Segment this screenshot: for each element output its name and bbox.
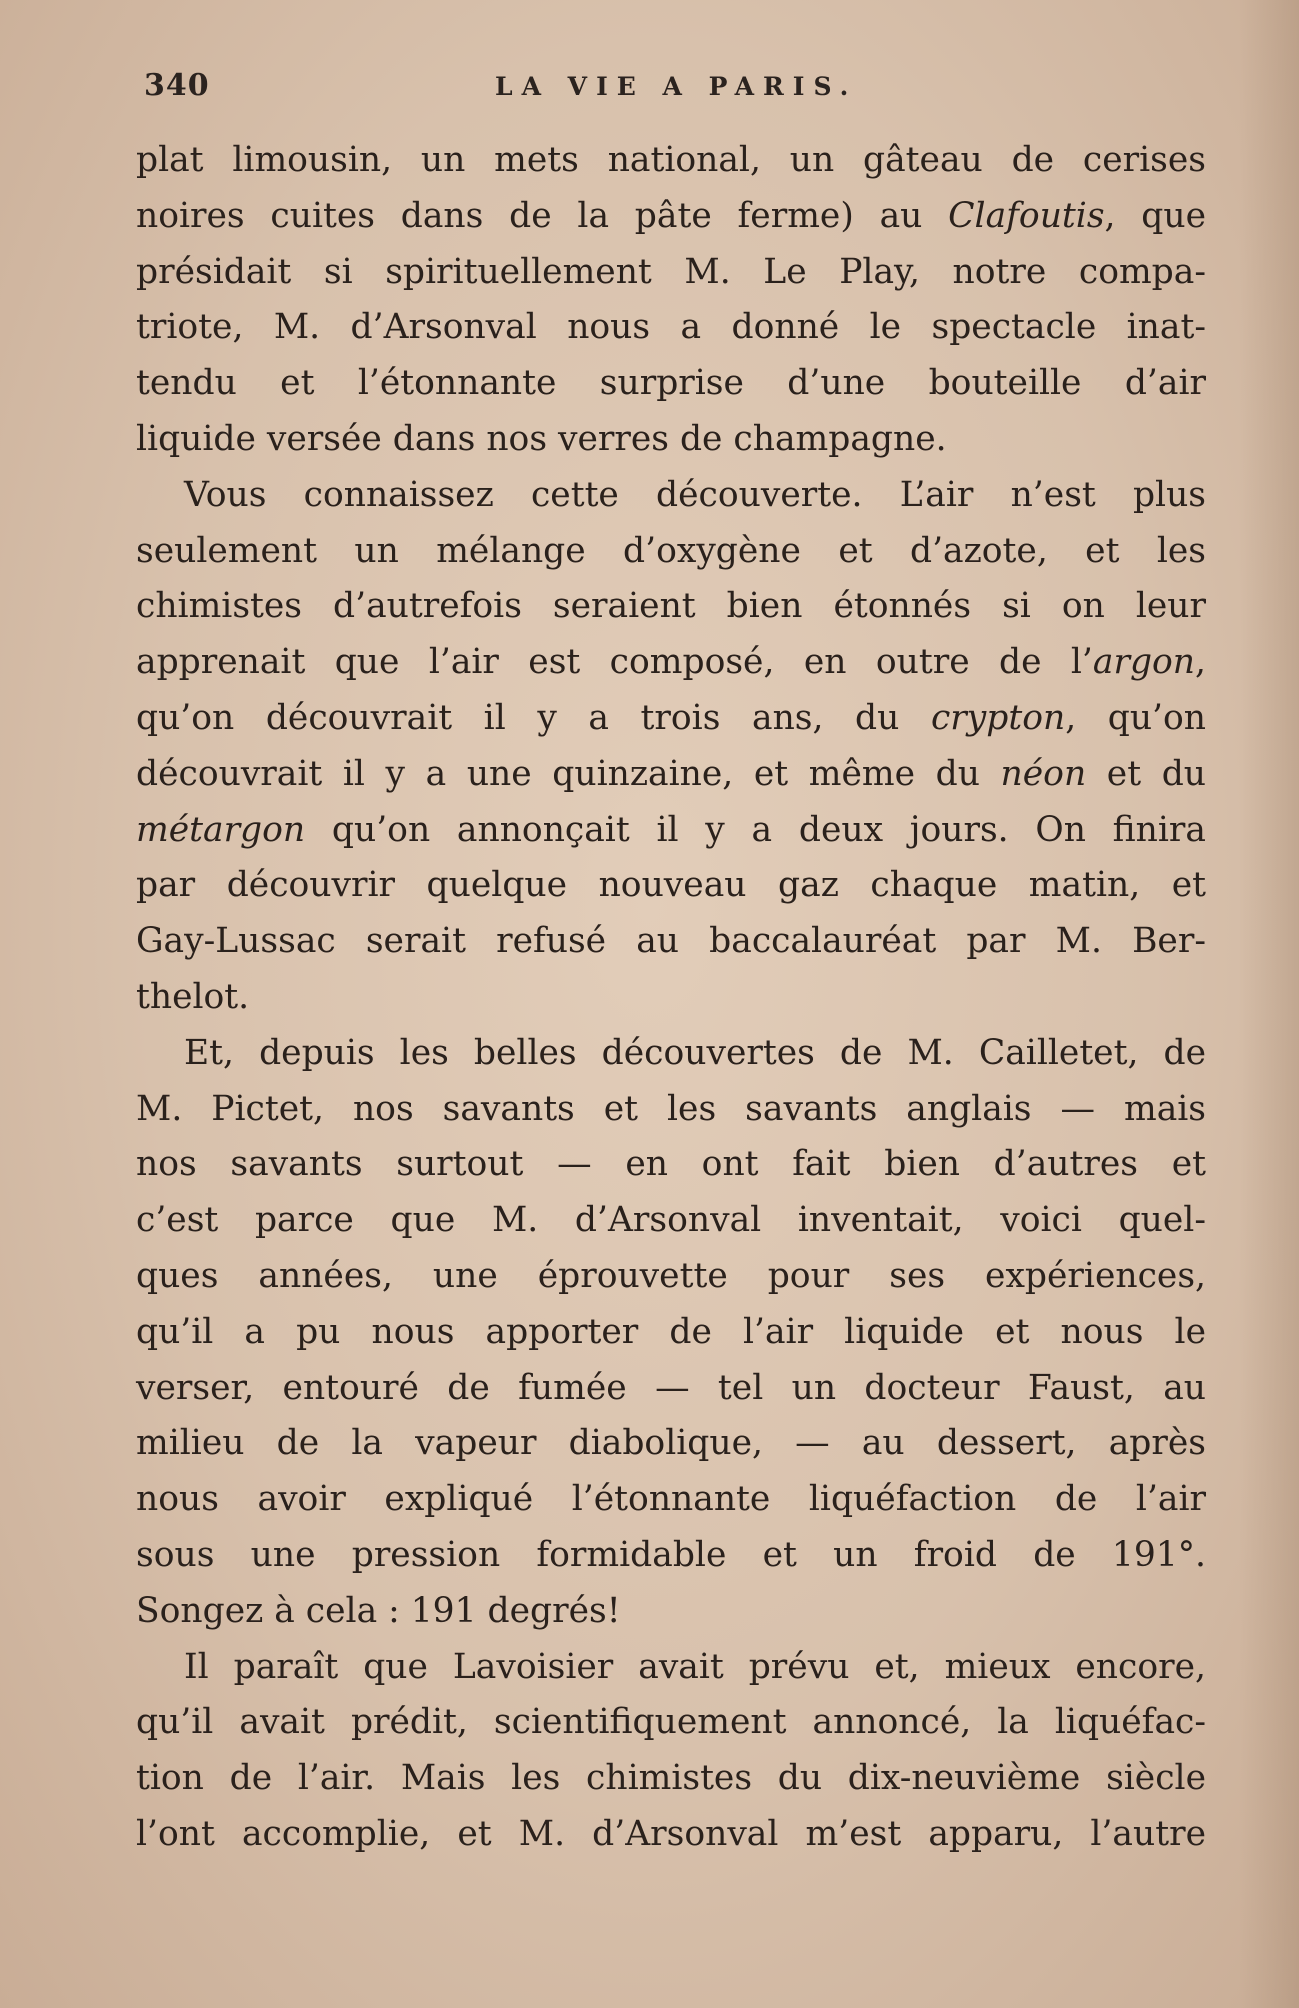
text-segment: nos savants surtout — en ont fait bien d’autres et (136, 1144, 1206, 1185)
text-line (136, 1584, 1206, 1640)
text-line (136, 691, 1206, 747)
text-line (136, 970, 1206, 1026)
text-segment: sous une pression formidable et un froid de 191°. (136, 1534, 1206, 1575)
text-line (136, 1807, 1206, 1863)
text-line (136, 468, 1206, 524)
text-segment: M. Pictet, nos savants et les savants anglais — mais (136, 1088, 1206, 1129)
text-segment: nous avoir expliqué l’étonnante liquéfaction de l’air (136, 1479, 1206, 1520)
text-line (136, 1249, 1206, 1305)
text-segment: l’ont accomplie, et M. d’Arsonval m’est apparu, l’autre (136, 1813, 1206, 1854)
italic-term: néon (1000, 753, 1087, 794)
text-segment: , (1195, 642, 1206, 683)
text-segment: qu’il avait prédit, scientifiquement annoncé, la liquéfac- (136, 1702, 1206, 1743)
text-line (136, 133, 1206, 189)
italic-term: crypton (930, 697, 1066, 738)
text-segment: découvrait il y a une quinzaine, et même du (136, 753, 1001, 794)
text-line (136, 1305, 1206, 1361)
text-line (136, 635, 1206, 691)
text-line (136, 1193, 1206, 1249)
text-segment: tion de l’air. Mais les chimistes du dix-neuvième siècle (136, 1758, 1206, 1799)
running-head: LA VIE A PARIS. (495, 72, 858, 101)
text-segment: , qu’on (1065, 697, 1206, 738)
text-line (136, 1528, 1206, 1584)
text-line (136, 356, 1206, 412)
text-segment: présidait si spirituellement M. Le Play, notre compa- (136, 251, 1206, 292)
text-line (136, 914, 1206, 970)
text-line (136, 579, 1206, 635)
text-line (136, 1026, 1206, 1082)
text-segment: , que (1104, 195, 1207, 236)
text-line (136, 300, 1206, 356)
text-segment: chimistes d’autrefois seraient bien étonnés si on leur (136, 586, 1206, 627)
page-number: 340 (144, 68, 210, 103)
text-segment: tendu et l’étonnante surprise d’une bouteille d’air (136, 363, 1206, 404)
text-line (136, 524, 1206, 580)
text-segment: plat limousin, un mets national, un gâteau de cerises (136, 140, 1206, 180)
text-segment: ques années, une éprouvette pour ses expériences, (136, 1255, 1206, 1296)
text-segment: noires cuites dans de la pâte ferme) au (136, 195, 949, 236)
text-line (136, 803, 1206, 859)
text-line (136, 245, 1206, 301)
text-line (136, 1472, 1206, 1528)
italic-term: argon (1092, 642, 1196, 683)
text-line (136, 189, 1206, 245)
text-segment: triote, M. d’Arsonval nous a donné le spectacle inat- (136, 307, 1206, 348)
text-line (136, 1137, 1206, 1193)
page-header (140, 68, 1200, 118)
text-segment: Gay-Lussac serait refusé au baccalauréat par M. Ber- (136, 921, 1206, 962)
text-line (136, 1416, 1206, 1472)
text-segment: Il paraît que Lavoisier avait prévu et, mieux encore, (184, 1646, 1206, 1687)
text-segment: apprenait que l’air est composé, en outre de l’ (136, 642, 1093, 683)
text-segment: qu’on annonçait il y a deux jours. On finira (305, 809, 1206, 850)
text-segment: Vous connaissez cette découverte. L’air n’est plus (184, 474, 1206, 515)
text-line (136, 858, 1206, 914)
text-line (136, 1361, 1206, 1417)
text-segment: qu’on découvrait il y a trois ans, du (136, 697, 931, 738)
text-line (136, 1640, 1206, 1696)
text-segment: qu’il a pu nous apporter de l’air liquide et nous le (136, 1311, 1206, 1352)
text-line (136, 1082, 1206, 1138)
text-segment: seulement un mélange d’oxygène et d’azote, et les (136, 530, 1206, 571)
text-segment: verser, entouré de fumée — tel un docteur Faust, au (136, 1367, 1206, 1408)
text-segment: thelot. (136, 976, 250, 1017)
text-segment: c’est parce que M. d’Arsonval inventait, voici quel- (136, 1200, 1206, 1241)
italic-term: Clafoutis (948, 195, 1105, 236)
text-segment: Songez à cela : 191 degrés! (136, 1590, 621, 1631)
text-segment: milieu de la vapeur diabolique, — au dessert, après (136, 1423, 1206, 1464)
text-segment: et du (1086, 753, 1206, 794)
italic-term: métargon (136, 809, 306, 850)
page-edge-shadow (1239, 0, 1299, 2008)
text-line (136, 412, 1206, 468)
text-line (136, 1751, 1206, 1807)
text-line (136, 747, 1206, 803)
body-text (136, 133, 1206, 1863)
text-segment: par découvrir quelque nouveau gaz chaque matin, et (136, 865, 1206, 906)
text-segment: Et, depuis les belles découvertes de M. Cailletet, de (184, 1032, 1206, 1073)
text-line (136, 1695, 1206, 1751)
text-segment: liquide versée dans nos verres de champagne. (136, 418, 947, 459)
